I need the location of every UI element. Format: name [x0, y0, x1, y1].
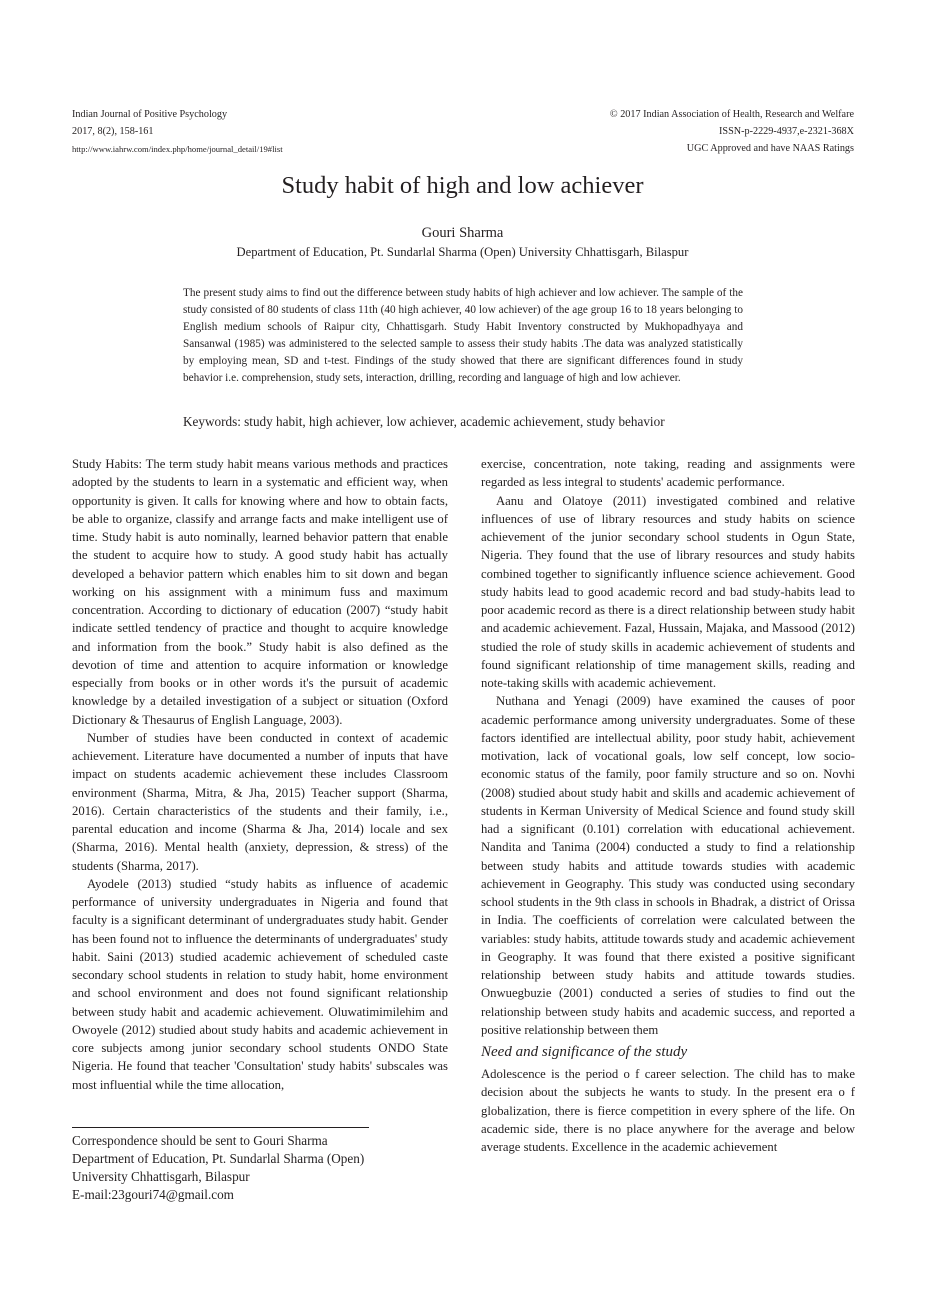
journal-name: Indian Journal of Positive Psychology: [72, 109, 228, 120]
body-paragraph: Ayodele (2013) studied “study habits as influence of academic performance of university undergraduates in Nigeria and found that faculty is a significant determinant of undergraduates study habit. Gender has been found not to influence the determinants of undergraduates' study habit. Saini (2013) studied academic achievement of scheduled caste secondary school students in relation to study habit, home environment and school environment and does not found significant relationship between study habit and academic achievement. Oluwatimimilehim and Owoyele (2012) studied about study habits and academic achievement in core subjects among junior secondary school students ONDO State Nigeria. He found that teacher 'Consultation' study habits' subscales was most influential while the time allocation,: [72, 876, 448, 1092]
journal-volume: 2017, 8(2), 158-161: [72, 125, 154, 137]
body-paragraph: Aanu and Olatoye (2011) investigated combined and relative influences of use of library resources and study habits on science achievement of the junior secondary school students in Ogun State, Nigeria. They found that the use of library resources and study habits combined together to significantly influence science achievement. Good study habits lead to good academic record and bad study-habits lead to poor academic record as there is a direct relationship between study habit and academic achievement. Fazal, Hussain, Majaka, and Massood (2012) studied the role of study skills in academic achievement of students and found significant relationship of time management skills, reading and note-taking skills with academic achievement.: [481, 493, 855, 690]
abstract: The present study aims to find out the difference between study habits of high achiever and low achiever. The sample of the study consisted of 80 students of class 11th (40 high achiever, 40 low achiever) of the age group 16 to 18 years belonging to English medium schools of Raipur city, Chhattisgarh. Study Habit Inventory constructed by Mukhopadhyaya and Sansanwal (1985) was administered to the selected sample to assess their study habits .The data was analyzed statistically by employing mean, SD and t-test. Findings of the study showed that there are significant differences found in study behavior i.e. comprehension, study sets, interaction, drilling, recording and language of high and low achiever.: [183, 287, 743, 384]
keywords: Keywords: study habit, high achiever, low achiever, academic achievement, study behavior: [183, 414, 665, 429]
correspondence-line: Correspondence should be sent to Gouri Sharma: [72, 1133, 328, 1148]
section-heading: Need and significance of the study: [481, 1044, 688, 1060]
body-paragraph: Nuthana and Yenagi (2009) have examined the causes of poor academic performance among university undergraduates. Some of these factors identified are intellectual ability, poor study habit, achievement motivation, lack of vocational goals, low self concept, low socio-economic status of the family, poor family structure and so on. Novhi (2008) studied about study habit and skills and academic achievement of students in Kerman University of Medical Science and found study skill had a significant (0.101) correlation with educational achievement. Nandita and Tanima (2004) conducted a study to find a relationship between study habits and attitude towards studies with academic achievement in Geography. This study was conducted using secondary school students in the 9th class in schools in Bhadrak, a district of Orissa in India. The coefficients of correlation were calculated between the variables: study habits, attitude towards study and academic achievement in Geography. It was found that there existed a positive significant relationship between study habits and attitude towards studies. Onwuegbuzie (2001) conducted a series of studies to find out the relationship between study habits and academic success, and reported a positive relationship between them: [481, 694, 855, 1037]
correspondence-line: Department of Education, Pt. Sundarlal Sharma (Open): [72, 1151, 365, 1166]
correspondence-email[interactable]: E-mail:23gouri74@gmail.com: [72, 1187, 234, 1202]
body-paragraph: Number of studies have been conducted in context of academic achievement. Literature have documented a number of inputs that have impact on students academic achievement these includes Classroom environment (Sharma, Mitra, & Jha, 2015) Teacher support (Sharma, 2016). Certain characteristics of the students and their family, i.e., parental education and income (Sharma & Jha, 2014) locale and sex (Sharma, 2016). Mental health (anxiety, depression, & stress) of the students (Sharma, 2017).: [72, 730, 448, 873]
issn: ISSN-p-2229-4937,e-2321-368X: [719, 125, 854, 137]
author-name: Gouri Sharma: [421, 225, 504, 241]
journal-url[interactable]: http://www.iahrw.com/index.php/home/journal_detail/19#list: [72, 143, 283, 154]
header-left: [72, 107, 283, 157]
left-column: [72, 455, 448, 1094]
correspondence-line: University Chhattisgarh, Bilaspur: [72, 1169, 250, 1184]
copyright-notice: © 2017 Indian Association of Health, Research and Welfare: [609, 109, 854, 120]
header-right: [610, 107, 854, 157]
correspondence-note: [72, 1132, 432, 1204]
body-paragraph: Adolescence is the period o f career selection. The child has to make decision about the subjects he wants to study. In the present era o f globalization, there is fierce competition in every sphere of the life. On academic side, there is no place anywhere for the average and below average students. Excellence in the academic achievement: [481, 1067, 855, 1154]
footnote-divider: [72, 1127, 369, 1128]
approval-note: UGC Approved and have NAAS Ratings: [686, 142, 854, 154]
right-column: [481, 455, 855, 1156]
paper-title: Study habit of high and low achiever: [281, 172, 644, 199]
body-paragraph: Study Habits: The term study habit means various methods and practices adopted by the students to learn in a systematic and efficient way, when opportunity is given. It calls for knowing where and how to obtain facts, be able to organize, classify and arrange facts and make intelligent use of time. Study habit is auto nominally, learned behavior pattern that enable the student to acquire how to study. A good study habit has actually developed a behavior pattern which enables him to sit down and began working on his assignment with a minimum fuss and maximum concentration. According to dictionary of education (2007) “study habit indicate settled tendency of practice and thought to acquire knowledge and information from the book.” Study habit is also defined as the devotion of time and attention to acquire information or knowledge especially from books or in other words it's the pursuit of academic knowledge by a detailed investigation of a subject or situation (Oxford Dictionary & Thesaurus of English Language, 2003).: [72, 457, 448, 727]
author-affiliation: Department of Education, Pt. Sundarlal Sharma (Open) University Chhattisgarh, Bilaspur: [236, 245, 689, 259]
body-paragraph: exercise, concentration, note taking, reading and assignments were regarded as less integral to students' academic performance.: [481, 457, 855, 490]
